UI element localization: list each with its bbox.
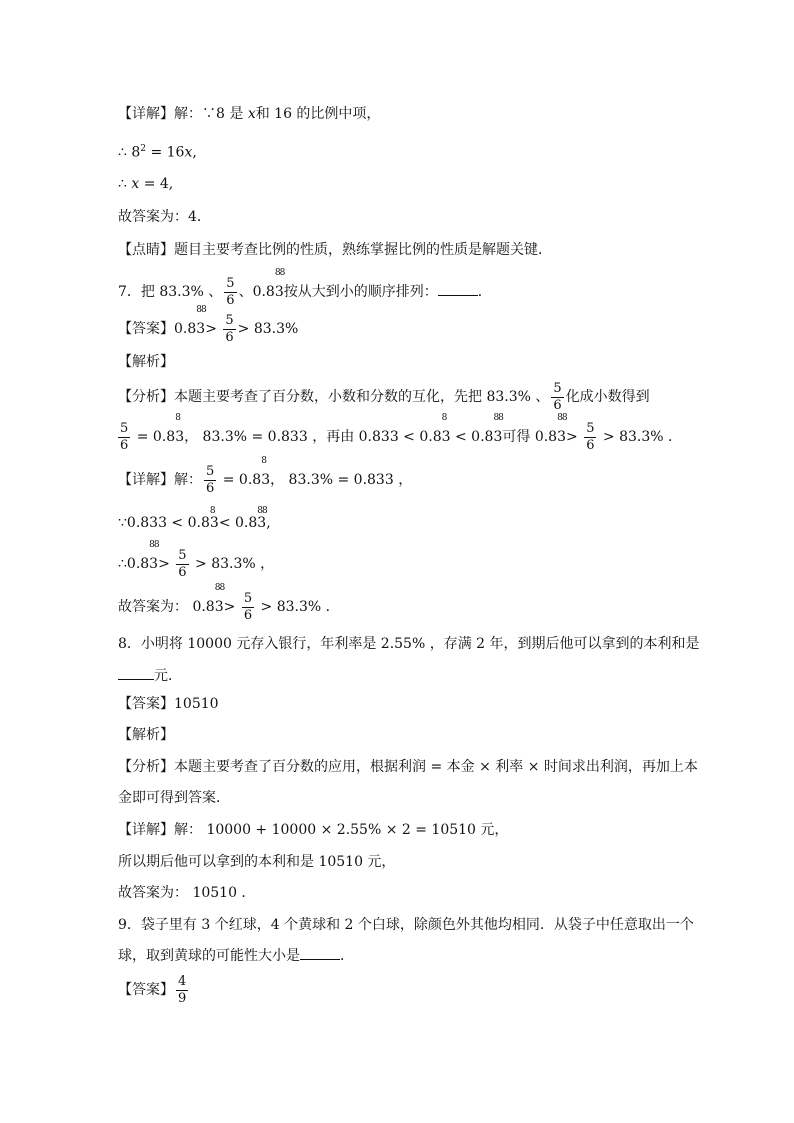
fraction: $\frac{5}{6}$ [226, 275, 235, 308]
analysis-8-line-1: 【分析】本题主要考查了百分数的应用，根据利润 = 本金 × 利率 × 时间求出利润，再加上本 [118, 759, 698, 775]
answer-blank [438, 281, 478, 296]
line-remark-6: 【点睛】题目主要考查比例的性质，熟练掌握比例的性质是解题关键． [118, 242, 552, 258]
question-9-line-2: 球，取到黄球的可能性大小是 ． [118, 945, 354, 966]
answer-blank [118, 665, 154, 680]
line-equation-2: ∴ x = 4, [118, 176, 174, 192]
fraction: $\frac{5}{6}$ [120, 420, 129, 453]
tag-remark: 【点睛】 [118, 242, 174, 258]
tag-analysis: 【分析】 [118, 759, 174, 775]
fraction: $\frac{5}{6}$ [206, 463, 215, 496]
detail-8-line-3: 故答案为： 10510 ． [118, 885, 256, 901]
fraction: $\frac{5}{6}$ [178, 547, 187, 580]
question-8-line-1: 8．小明将 10000 元存入银行，年利率是 2.55% ，存满 2 年，到期后他可以拿到的本利和是 [118, 636, 700, 652]
fraction: $\frac{5}{6}$ [243, 590, 253, 623]
detail-7-line-4: 故答案为： 0.8 88 3> $\frac{5}{6}$ > 83.3% ． [118, 583, 340, 623]
question-7: 7．把 83.3% 、 $\frac{5}{6}$ 、0.8 88 3按从大到小的顺序排列： ． [118, 268, 492, 308]
tag-answer: 【答案】 [118, 321, 174, 337]
fraction: $\frac{5}{6}$ [225, 312, 234, 345]
question-9-line-1: 9．袋子里有 3 个红球，4 个黄球和 2 个白球，除颜色外其他均相同．从袋子中任意取出一个 [118, 917, 694, 933]
detail-7-line-3: ∴0.8 88 3> $\frac{5}{6}$ > 83.3% ， [118, 540, 275, 580]
line-detail-1: 【详解】解：∵8 是 x和 16 的比例中项， [118, 106, 381, 122]
answer-7: 【答案】0.8 88 3> $\frac{5}{6}$ > 83.3% [118, 305, 299, 345]
analysis-7-line-1: 【分析】本题主要考查了百分数，小数和分数的互化，先把 83.3% 、 $\frac{5}{6}$ 化成小数得到 [118, 380, 650, 413]
tag-detail: 【详解】 [118, 472, 174, 488]
fraction: $\frac{5}{6}$ [553, 380, 562, 413]
line-answer-6: 故答案为：4． [118, 209, 211, 225]
tag-analysis: 【分析】 [118, 389, 174, 405]
answer-blank [300, 945, 340, 960]
tag-detail: 【详解】 [118, 822, 174, 838]
analysis-7-line-2: $\frac{5}{6}$ = 0.8 8 3， 83.3% = 0.833 ，再由 0.833 < 0.8 8 3 < 0.8 88 3可得 0.8 88 3> $\frac{5}{6}$ > 83.3% ． [120, 413, 683, 453]
analysis-heading-8: 【解析】 [118, 727, 174, 743]
tag-detail: 【详解】 [118, 106, 174, 122]
detail-8-line-2: 所以期后他可以拿到的本利和是 10510 元， [118, 854, 396, 870]
repeating-digit: 88 3 [274, 268, 285, 300]
tag-answer: 【答案】 [118, 696, 174, 712]
analysis-heading-7: 【解析】 [118, 354, 174, 370]
detail-7-line-2: ∵0.833 < 0.8 8 3< 0.8 88 3, [118, 506, 271, 531]
analysis-8-line-2: 金即可得到答案． [118, 790, 230, 806]
detail-7-line-1: 【详解】解： $\frac{5}{6}$ = 0.8 8 3， 83.3% = 0.833 ， [118, 456, 413, 496]
line-equation-1: ∴ $8^2 = 16x$, [118, 144, 197, 161]
tag-answer: 【答案】 [118, 982, 174, 998]
answer-9 [118, 973, 190, 1007]
question-8-line-2: 元． [118, 665, 182, 686]
answer-8: 【答案】10510 [118, 696, 219, 712]
fraction: $\frac{5}{6}$ [586, 420, 595, 453]
detail-8-line-1: 【详解】解： 10000 + 10000 × 2.55% × 2 = 10510 元， [118, 822, 509, 838]
fraction: $\frac{4}{9}$ [178, 973, 187, 1006]
